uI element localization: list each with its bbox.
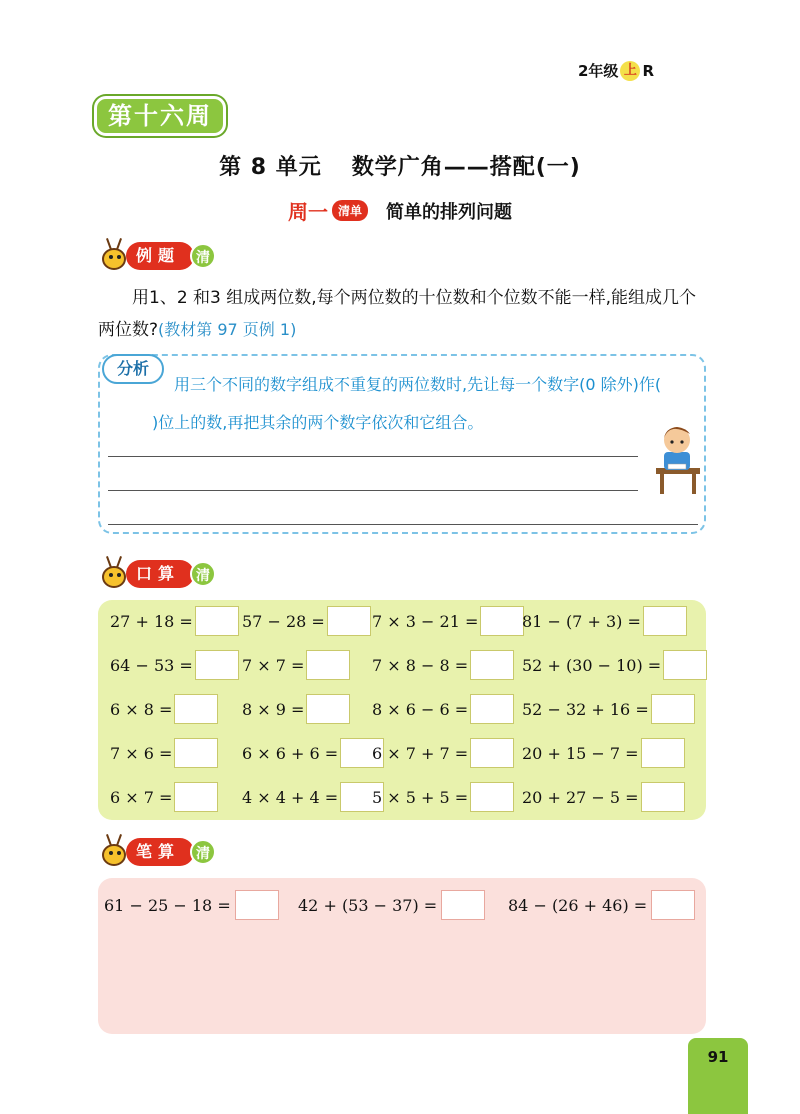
grade-volume-badge: 上 [620,61,640,81]
qing-badge: 清 [190,561,216,587]
expression: 5 × 5 + 5 = [372,787,469,807]
oral-item [110,736,218,770]
expression: 8 × 6 − 6 = [372,699,469,719]
answer-box[interactable] [174,738,218,768]
answer-box[interactable] [470,650,514,680]
example-section-header [96,238,216,274]
oral-item [110,692,218,726]
answer-box[interactable] [327,606,371,636]
answer-box[interactable] [470,694,514,724]
analysis-label: 分析 [102,354,164,384]
written-section-header [96,834,216,870]
answer-box[interactable] [663,650,707,680]
answer-box[interactable] [441,890,485,920]
expression: 61 − 25 − 18 = [104,895,231,915]
oral-item [372,736,514,770]
answer-box[interactable] [195,606,239,636]
expression: 84 − (26 + 46) = [508,895,648,915]
expression: 27 + 18 = [110,611,193,631]
written-label: 笔算 [126,838,194,866]
unit-topic: 数学广角——搭配(一) [351,155,581,180]
expression: 52 − 32 + 16 = [522,699,649,719]
oral-item [522,736,685,770]
oral-section-header [96,556,216,592]
analysis-text [108,366,668,442]
oral-item [372,692,514,726]
lesson-subtitle: 简单的排列问题 [386,201,512,223]
qingdan-badge: 清单 [332,200,368,221]
answer-box[interactable] [306,694,350,724]
textbook-reference: (教材第 97 页例 1) [158,320,297,339]
answer-box[interactable] [174,782,218,812]
example-problem [98,282,708,346]
week-badge: 第十六周 [94,96,226,136]
oral-item [242,736,384,770]
expression: 8 × 9 = [242,699,305,719]
answer-box[interactable] [174,694,218,724]
answer-box[interactable] [651,694,695,724]
unit-number: 第 8 单元 [219,155,322,180]
written-item [508,888,695,922]
oral-item [242,692,350,726]
answer-box[interactable] [480,606,524,636]
expression: 7 × 7 = [242,655,305,675]
weekday-label: 周一 [287,200,328,224]
expression: 6 × 6 + 6 = [242,743,339,763]
written-item [298,888,485,922]
oral-item [372,648,514,682]
expression: 64 − 53 = [110,655,193,675]
answer-box[interactable] [235,890,279,920]
example-label: 例题 [126,242,194,270]
oral-label: 口算 [126,560,194,588]
oral-item [522,780,685,814]
expression: 7 × 3 − 21 = [372,611,479,631]
answer-box[interactable] [470,738,514,768]
day-title [0,196,800,225]
expression: 7 × 6 = [110,743,173,763]
oral-item [110,780,218,814]
analysis-text-part2: )位上的数,再把其余的两个数字依次和它组合。 [152,413,484,432]
problem-text: 用1、2 和3 组成两位数,每个两位数的十位数和个位数不能一样,能组成几个两位数? [98,288,697,340]
oral-item [242,604,371,638]
grade-suffix: R [642,61,654,80]
answer-box[interactable] [306,650,350,680]
oral-item [242,780,384,814]
answer-box[interactable] [643,606,687,636]
written-item [104,888,279,922]
oral-item [372,780,514,814]
oral-item [522,692,695,726]
answer-box[interactable] [641,738,685,768]
writing-line[interactable] [108,456,638,457]
expression: 42 + (53 − 37) = [298,895,438,915]
student-illustration [650,420,704,496]
grade-prefix: 2年级 [578,62,619,80]
expression: 6 × 7 + 7 = [372,743,469,763]
expression: 7 × 8 − 8 = [372,655,469,675]
oral-item [522,604,687,638]
qing-badge: 清 [190,243,216,269]
expression: 20 + 27 − 5 = [522,787,639,807]
bee-icon [96,238,132,274]
writing-line[interactable] [108,490,638,491]
expression: 57 − 28 = [242,611,325,631]
answer-box[interactable] [651,890,695,920]
bee-icon [96,834,132,870]
answer-box[interactable] [641,782,685,812]
expression: 6 × 8 = [110,699,173,719]
writing-line[interactable] [108,524,698,525]
oral-item [242,648,350,682]
unit-title [0,150,800,181]
expression: 20 + 15 − 7 = [522,743,639,763]
expression: 81 − (7 + 3) = [522,611,641,631]
grade-tag [578,60,654,81]
oral-item [110,604,239,638]
qing-badge: 清 [190,839,216,865]
expression: 6 × 7 = [110,787,173,807]
answer-box[interactable] [470,782,514,812]
oral-item [522,648,707,682]
bee-icon [96,556,132,592]
analysis-text-part1: 用三个不同的数字组成不重复的两位数时,先让每一个数字(0 除外)作( [174,375,662,394]
page-number: 91 [688,1038,748,1114]
answer-box[interactable] [195,650,239,680]
oral-item [372,604,524,638]
expression: 52 + (30 − 10) = [522,655,662,675]
expression: 4 × 4 + 4 = [242,787,339,807]
oral-item [110,648,239,682]
